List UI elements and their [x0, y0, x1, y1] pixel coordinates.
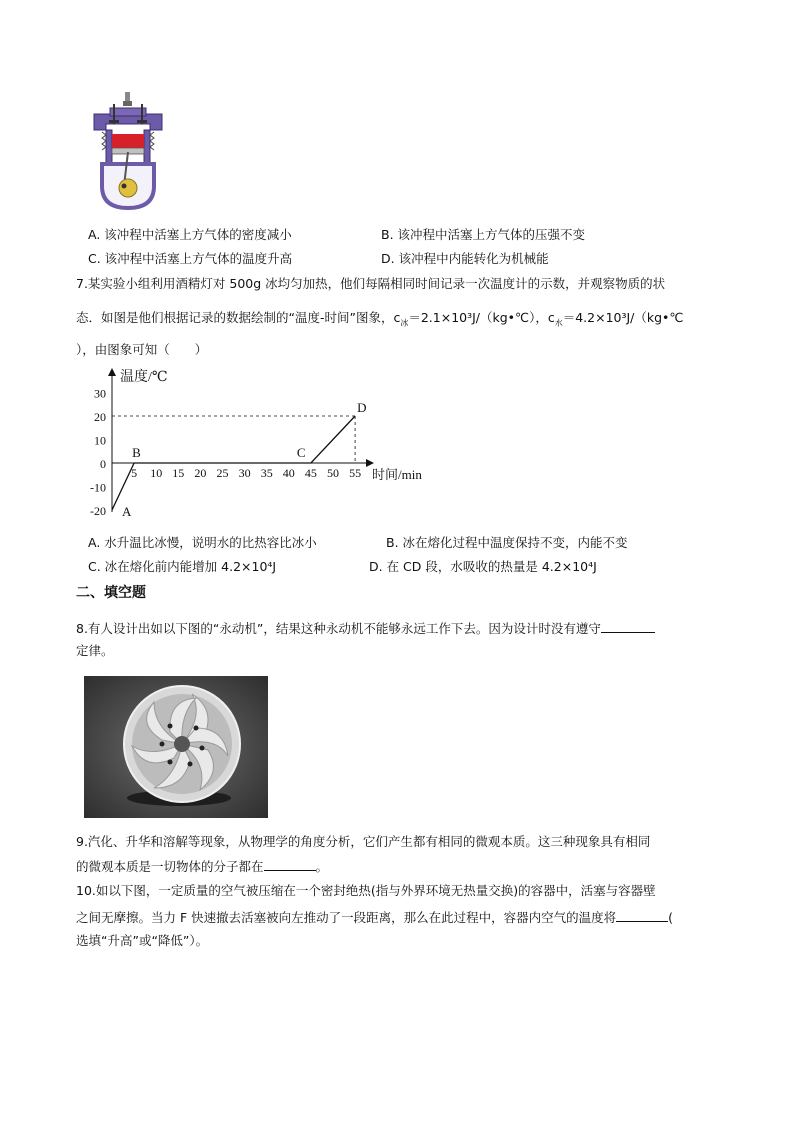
q6-option-c: C. 该冲程中活塞上方气体的温度升高: [88, 251, 293, 266]
y-axis-label: 温度/℃: [120, 370, 168, 385]
q7-stem-line2: 态．如图是他们根据记录的数据绘制的“温度-时间”图象，$c_冰=2.1\times 10^3J/(kg•℃)$，$c_水=4.2\times 10^3J/(kg•℃$: [76, 310, 684, 328]
point-label-d: D: [357, 400, 367, 415]
q7-stem-line1: 7.某实验小组利用酒精灯对 500g 冰均匀加热，他们每隔相同时间记录一次温度计的示数，并观察物质的状: [76, 276, 666, 291]
x-tick-label: 25: [216, 466, 229, 480]
y-tick-label: 10: [94, 433, 106, 448]
q10-line2: 之间无摩擦。当力 F 快速撤去活塞被向左推动了一段距离，那么在此过程中，容器内空气的温度将 (: [76, 910, 674, 925]
temperature-time-chart: [70, 362, 450, 527]
water-subscript: 水: [554, 318, 563, 328]
y-tick-label: 30: [94, 386, 106, 401]
x-tick-label: 20: [194, 466, 207, 480]
point-label-c: C: [296, 445, 306, 460]
x-tick-label: 5: [131, 466, 138, 480]
q10-blank: [616, 908, 668, 922]
point-label-b: B: [132, 445, 141, 460]
q9-line1: 9.汽化、升华和溶解等现象，从物理学的角度分析，它们产生都有相同的微观本质。这三种现象具有相同: [76, 834, 651, 849]
y-axis-arrow: [108, 368, 116, 376]
ice-subscript: 冰: [400, 318, 409, 328]
perpetual-motion-photo: [84, 676, 268, 818]
q9-blank: [264, 857, 316, 871]
y-tick-label: 0: [100, 457, 106, 471]
q9-line2: 的微观本质是一切物体的分子都在 。: [76, 859, 329, 874]
x-tick-label: 40: [282, 466, 295, 480]
x-tick-label: 30: [238, 466, 251, 480]
q8-line1: 8.有人设计出如以下图的“永动机”，结果这种永动机不能够永远工作下去。因为设计时没有遵守: [76, 619, 655, 638]
q7-option-d: D. 在 CD 段，水吸收的热量是 4.2×10⁴J: [369, 559, 597, 574]
q6-option-b: B. 该冲程中活塞上方气体的压强不变: [381, 227, 586, 242]
q6-option-d: D. 该冲程中内能转化为机械能: [381, 251, 549, 266]
x-tick-label: 45: [304, 466, 317, 480]
x-tick-label: 15: [172, 466, 185, 480]
x-tick-label: 50: [327, 466, 339, 480]
x-axis-label: 时间/min: [372, 467, 422, 482]
q7-option-c: C. 冰在熔化前内能增加 4.2×10⁴J: [88, 559, 277, 574]
section-title: 二、填空题: [76, 585, 146, 601]
q10-line1: 10.如以下图，一定质量的空气被压缩在一个密封绝热(指与外界环境无热量交换)的容器中，活塞与容器壁: [76, 883, 656, 898]
x-axis-arrow: [366, 459, 374, 467]
point-label-a: A: [122, 504, 132, 519]
y-tick-label: -20: [90, 504, 106, 518]
x-tick-label: 55: [349, 466, 362, 480]
engine-diagram: [88, 90, 168, 212]
q8-line2: 定律。: [76, 643, 114, 658]
q10-line3: 选填“升高”或“降低”）。: [76, 933, 209, 948]
q7-option-b: B. 冰在熔化过程中温度保持不变，内能不变: [386, 535, 628, 550]
y-tick-label: -10: [90, 480, 106, 495]
y-tick-label: 20: [94, 410, 106, 424]
q6-option-a: A. 该冲程中活塞上方气体的密度减小: [88, 227, 292, 242]
x-tick-label: 10: [150, 466, 163, 480]
q7-stem-line3: ），由图象可知（ ）: [76, 342, 208, 357]
q8-blank: [601, 619, 655, 633]
x-tick-label: 35: [260, 466, 273, 480]
q7-option-a: A. 水升温比冰慢，说明水的比热容比冰小: [88, 535, 317, 550]
